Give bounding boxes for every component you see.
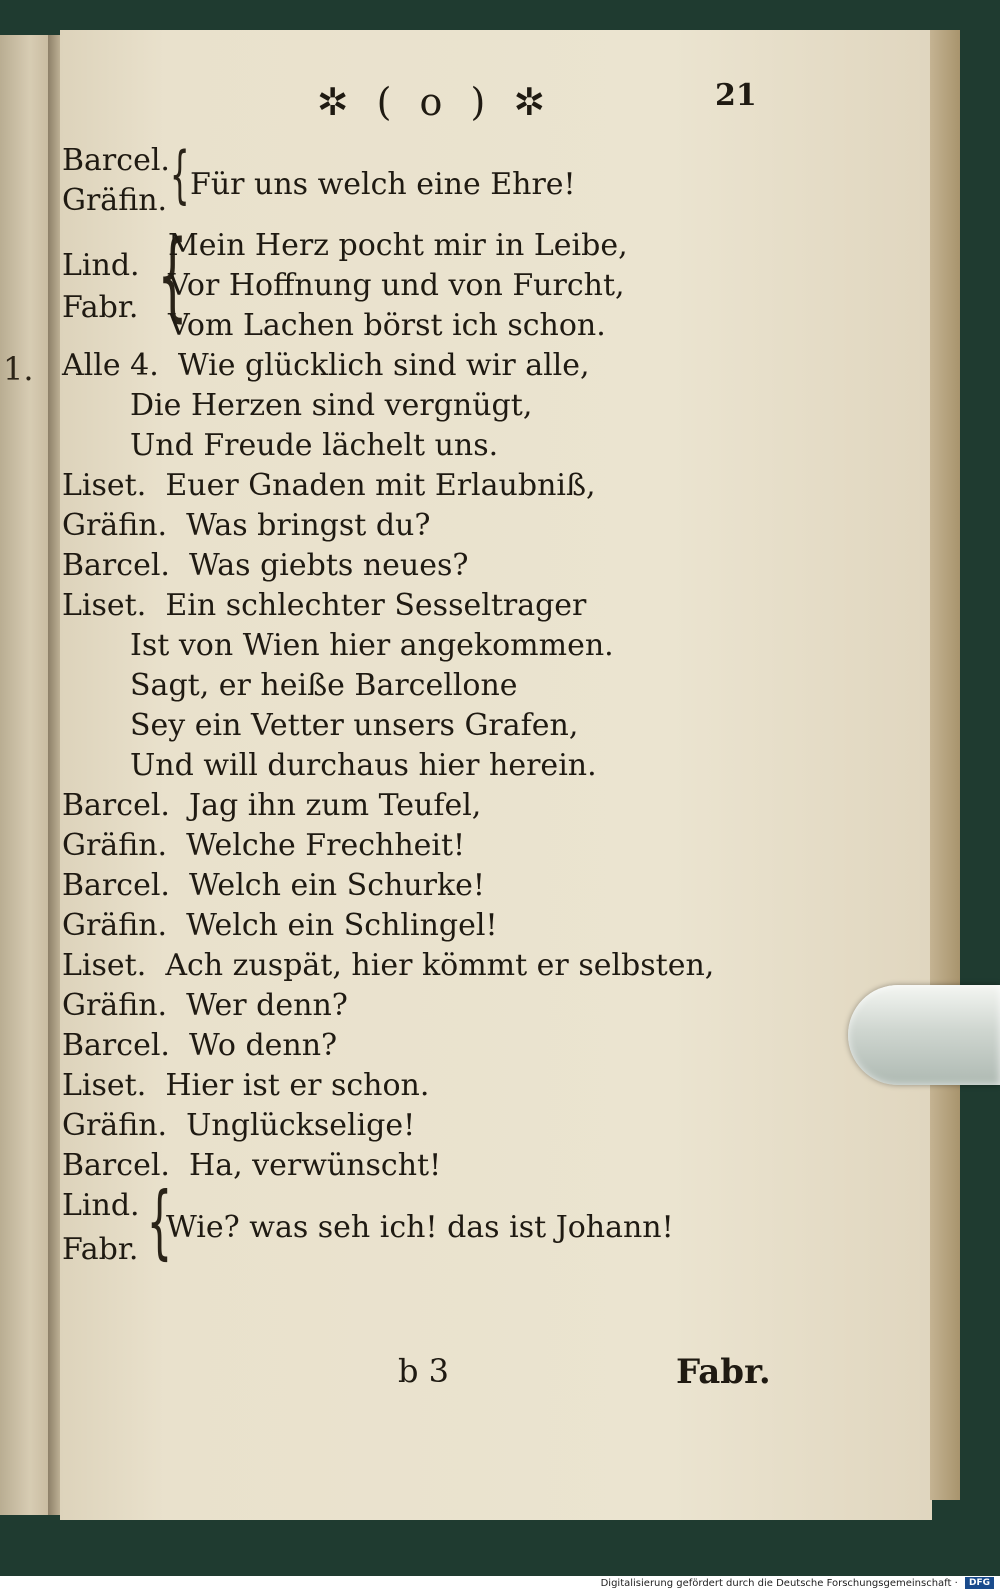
dialogue-text: Was giebts neues? xyxy=(189,548,469,583)
dialogue-text: Euer Gnaden mit Erlaubniß, xyxy=(165,468,596,503)
speaker-label: Barcel. xyxy=(62,548,170,583)
dialogue-text: Wer denn? xyxy=(186,988,348,1023)
verse-line: Und will durchaus hier herein. xyxy=(130,748,597,783)
verse-line: Wie glücklich sind wir alle, xyxy=(177,348,590,383)
dialogue-text: Ha, verwünscht! xyxy=(189,1148,442,1183)
speaker-label: Barcel. xyxy=(62,1028,170,1063)
dialogue-text: Hier ist er schon. xyxy=(165,1068,430,1103)
speaker-label: Liset. xyxy=(62,468,147,503)
speaker-label: Liset. xyxy=(62,588,147,623)
verse-line: Vor Hoffnung und von Furcht, xyxy=(168,268,625,303)
dialogue-line xyxy=(62,548,468,584)
speaker-label: Lind. xyxy=(62,248,140,283)
dialogue-line xyxy=(62,868,485,904)
speaker-label: Barcel. xyxy=(62,1148,170,1183)
speaker-label: Barcel. xyxy=(62,788,170,823)
speaker-label: Barcel. xyxy=(62,143,170,178)
dialogue-text: Jag ihn zum Teufel, xyxy=(189,788,482,823)
page-header-ornament: ✲ ( o ) ✲ xyxy=(316,80,554,124)
speaker-label: Liset. xyxy=(62,948,147,983)
verse-line: Vom Lachen börst ich schon. xyxy=(168,308,606,343)
dialogue-line xyxy=(62,908,498,944)
speaker-label: Gräfin. xyxy=(62,508,168,543)
verse-line: Mein Herz pocht mir in Leibe, xyxy=(168,228,628,263)
dialogue-line xyxy=(62,588,586,624)
dialogue-text: Ein schlechter Sesseltrager xyxy=(165,588,587,623)
dialogue-text: Wo denn? xyxy=(189,1028,338,1063)
speaker-label: Gräfin. xyxy=(62,828,168,863)
dialogue-line xyxy=(62,1108,415,1144)
verse-line: Sey ein Vetter unsers Grafen, xyxy=(130,708,579,743)
speaker-label: Fabr. xyxy=(62,290,139,325)
dialogue-text: Welch ein Schurke! xyxy=(189,868,485,903)
brace-icon: { xyxy=(157,220,188,332)
dialogue-text: Unglückselige! xyxy=(186,1108,416,1143)
dialogue-line xyxy=(62,828,465,864)
page-number: 21 xyxy=(715,78,757,113)
dialogue-line xyxy=(62,1068,429,1104)
speaker-label: Fabr. xyxy=(62,1232,139,1267)
credit-text: Digitalisierung gefördert durch die Deutsche Forschungsgemeinschaft · xyxy=(600,1578,958,1589)
dfg-logo: DFG xyxy=(965,1577,994,1589)
dialogue-line xyxy=(62,468,596,504)
signature-mark: b 3 xyxy=(398,1352,450,1390)
dialogue-line xyxy=(62,348,590,384)
verse-line: Wie? was seh ich! das ist Johann! xyxy=(166,1210,674,1245)
speaker-label: Gräfin. xyxy=(62,1108,168,1143)
brace-icon: { xyxy=(169,138,190,211)
verse-line: Und Freude lächelt uns. xyxy=(130,428,499,463)
page-clip xyxy=(848,985,1000,1085)
verse-line: Sagt, er heiße Barcellone xyxy=(130,668,518,703)
dialogue-line xyxy=(62,1148,441,1184)
verse-line: Die Herzen sind vergnügt, xyxy=(130,388,533,423)
speaker-label: Gräfin. xyxy=(62,908,168,943)
dialogue-line xyxy=(62,948,714,984)
speaker-label: Gräfin. xyxy=(62,183,168,218)
dialogue-line xyxy=(62,1028,337,1064)
speaker-label: Lind. xyxy=(62,1188,140,1223)
verse-line: Ist von Wien hier angekommen. xyxy=(130,628,614,663)
speaker-label: Liset. xyxy=(62,1068,147,1103)
dialogue-text: Was bringst du? xyxy=(186,508,431,543)
credit-bar xyxy=(0,1576,1000,1593)
catchword: Fabr. xyxy=(676,1352,771,1392)
dialogue-line xyxy=(62,788,481,824)
speaker-label: Barcel. xyxy=(62,868,170,903)
dialogue-text: Welch ein Schlingel! xyxy=(186,908,498,943)
verse-line: Für uns welch eine Ehre! xyxy=(190,167,576,202)
brace-icon: { xyxy=(146,1175,173,1268)
dialogue-line xyxy=(62,508,430,544)
dialogue-text: Welche Frechheit! xyxy=(186,828,466,863)
left-page-fragment: 1. xyxy=(3,350,34,388)
speaker-label: Gräfin. xyxy=(62,988,168,1023)
dialogue-line xyxy=(62,988,348,1024)
speaker-label: Alle 4. xyxy=(62,348,159,383)
dialogue-text: Ach zuspät, hier kömmt er selbsten, xyxy=(165,948,715,983)
